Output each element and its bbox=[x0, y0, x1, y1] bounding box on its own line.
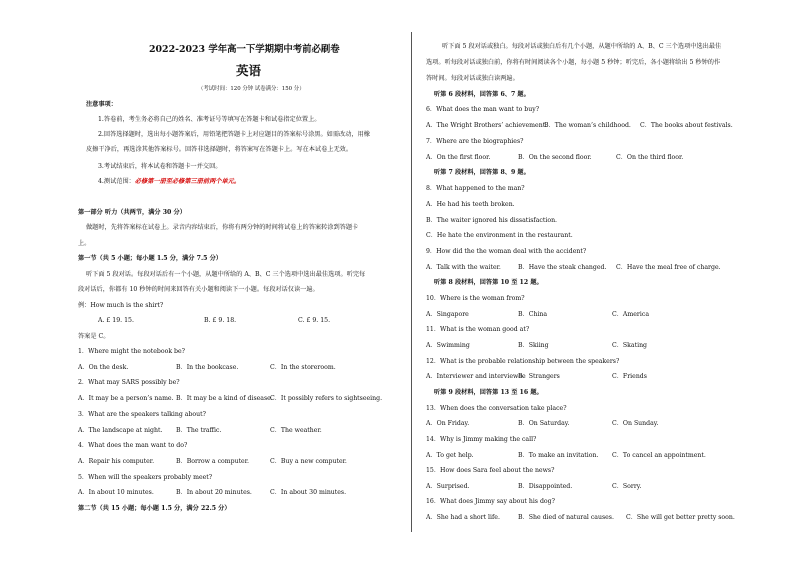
option-b: B．On Saturday. bbox=[518, 420, 570, 427]
option-a: A．It may be a person’s name. bbox=[78, 395, 174, 402]
question-15: 15．How does Sara feel about the news? bbox=[426, 467, 555, 474]
option-b: B．Borrow a computer. bbox=[176, 458, 249, 465]
note-item: 3.考试结束后，将本试卷和答题卡一并交回。 bbox=[98, 163, 222, 170]
option-b: B．China bbox=[518, 311, 548, 318]
example-option-b: B. £ 9. 18. bbox=[204, 317, 237, 324]
example-question: 例：How much is the shirt? bbox=[78, 302, 164, 309]
section1-heading: 第一节（共 5 小题；每小题 1.5 分，满分 7.5 分） bbox=[78, 255, 222, 262]
scope-label: 4.测试范围： bbox=[98, 178, 135, 185]
example-option-a: A. £ 19. 15. bbox=[98, 317, 134, 324]
question-11: 11．What is the woman good at? bbox=[426, 326, 530, 333]
question-2: 2．What may SARS possibly be? bbox=[78, 379, 180, 386]
part1-intro: 做题时，先将答案标在试卷上。录音内容结束后，你将有两分钟的时间将试卷上的答案转涂到答题卡 bbox=[86, 224, 359, 231]
section2-intro: 听下面 5 段对话或独白。每段对话或独白后有几个小题，从题中所给的 A、B、C 三个选项中选出最佳 bbox=[442, 43, 722, 50]
option-a: A．The Wright Brothers’ achievement. bbox=[426, 122, 548, 129]
question-1: 1．Where might the notebook be? bbox=[78, 348, 185, 355]
option-a: A．Repair his computer. bbox=[78, 458, 155, 465]
option-a: A．She had a short life. bbox=[426, 514, 500, 521]
option-b: B．The traffic. bbox=[176, 427, 222, 434]
material-heading: 听第 9 段材料，回答第 13 至 16 题。 bbox=[434, 389, 543, 396]
material-heading: 听第 7 段材料，回答第 8、9 题。 bbox=[434, 169, 530, 176]
option-a: A．Singapore bbox=[426, 311, 469, 318]
option-b: B．In the bookcase. bbox=[176, 364, 239, 371]
question-14: 14．Why is Jimmy making the call? bbox=[426, 436, 537, 443]
option-b: B．Strangers bbox=[518, 373, 560, 380]
section1-intro: 听下面 5 段对话。每段对话后有一个小题，从题中所给的 A、B、C 三个选项中选出最佳选项。听完每 bbox=[86, 271, 366, 278]
note-item: 皮擦干净后，再选涂其他答案标号。回答非选择题时，将答案写在答题卡上。写在本试卷上无效。 bbox=[86, 146, 353, 153]
option-b: B．On the second floor. bbox=[518, 154, 592, 161]
subject-title: 英语 bbox=[236, 63, 262, 78]
option-b: B．Have the steak changed. bbox=[518, 264, 607, 271]
exam-title: 2022-2023 学年高一下学期期中考前必刷卷 bbox=[149, 44, 340, 55]
option-c: C．She will get better pretty soon. bbox=[626, 514, 735, 521]
option-b: B．Disappointed. bbox=[518, 483, 573, 490]
option-a: A．On Friday. bbox=[426, 420, 470, 427]
option-a: A．To get help. bbox=[426, 452, 474, 459]
notes-heading: 注意事项： bbox=[86, 101, 117, 108]
example-answer: 答案是 C。 bbox=[78, 333, 110, 340]
part1-intro: 上。 bbox=[78, 240, 91, 247]
option-c: C．The weather. bbox=[270, 427, 322, 434]
question-12: 12．What is the probable relationship between the speakers? bbox=[426, 358, 620, 365]
question-10: 10．Where is the woman from? bbox=[426, 295, 525, 302]
option-c: C．He hate the environment in the restaurant. bbox=[426, 232, 573, 239]
material-heading: 听第 8 段材料，回答第 10 至 12 题。 bbox=[434, 279, 543, 286]
section2-intro: 答时间。每段对话或独白读两遍。 bbox=[426, 75, 519, 82]
option-c: C．On Sunday. bbox=[612, 420, 659, 427]
option-c: C．It possibly refers to sightseeing. bbox=[270, 395, 383, 402]
option-a: A．Swimming bbox=[426, 342, 470, 349]
option-b: B．Skiing bbox=[518, 342, 549, 349]
question-16: 16．What does Jimmy say about his dog? bbox=[426, 498, 555, 505]
option-a: A．Surprised. bbox=[426, 483, 470, 490]
question-8: 8．What happened to the man? bbox=[426, 185, 525, 192]
option-c: C．Have the meal free of charge. bbox=[616, 264, 721, 271]
option-c: C．Skating bbox=[612, 342, 648, 349]
column-divider bbox=[411, 32, 412, 532]
option-c: C．In the storeroom. bbox=[270, 364, 336, 371]
question-13: 13．When does the conversation take place? bbox=[426, 405, 567, 412]
question-5: 5．When will the speakers probably meet? bbox=[78, 474, 213, 481]
option-b: B．To make an invitation. bbox=[518, 452, 599, 459]
option-c: C．America bbox=[612, 311, 650, 318]
question-4: 4．What does the man want to do? bbox=[78, 442, 188, 449]
option-c: C．Friends bbox=[612, 373, 647, 380]
option-a: A．Interviewer and interviewee bbox=[426, 373, 526, 380]
option-c: C．Buy a new computer. bbox=[270, 458, 347, 465]
example-option-c: C. £ 9. 15. bbox=[298, 317, 331, 324]
option-b: B．The woman’s childhood. bbox=[544, 122, 631, 129]
option-a: A．He had his teeth broken. bbox=[426, 201, 515, 208]
option-c: C．To cancel an appointment. bbox=[612, 452, 706, 459]
option-c: C．Sorry. bbox=[612, 483, 642, 490]
option-b: B．The waiter ignored his dissatisfaction. bbox=[426, 217, 558, 224]
option-a: A．The landscape at night. bbox=[78, 427, 163, 434]
option-b: B．It may be a kind of disease. bbox=[176, 395, 273, 402]
exam-meta: （考试时间：120 分钟 试卷满分：150 分） bbox=[198, 86, 305, 92]
option-c: C．The books about festivals. bbox=[640, 122, 733, 129]
section1-intro: 段对话后，你都有 10 秒钟的时间来回答有关小题和阅读下一小题。每段对话仅读一遍。 bbox=[78, 286, 319, 293]
option-a: A．In about 10 minutes. bbox=[78, 489, 154, 496]
option-a: A．On the first floor. bbox=[426, 154, 491, 161]
note-item-scope bbox=[98, 178, 240, 186]
option-b: B．She died of natural causes. bbox=[518, 514, 614, 521]
section2-intro: 选项。听每段对话或独白前，你将有时间阅读各个小题，每小题 5 秒钟；听完后，各小题将给出 5 秒钟的作 bbox=[426, 59, 721, 66]
option-c: C．On the third floor. bbox=[616, 154, 684, 161]
question-3: 3．What are the speakers talking about? bbox=[78, 411, 206, 418]
question-7: 7．Where are the biographies? bbox=[426, 138, 524, 145]
material-heading: 听第 6 段材料，回答第 6、7 题。 bbox=[434, 91, 530, 98]
option-a: A．On the desk. bbox=[78, 364, 129, 371]
note-item: 1.答卷前，考生务必将自己的姓名、准考证号等填写在答题卡和试卷指定位置上。 bbox=[98, 116, 321, 123]
option-c: C．In about 30 minutes. bbox=[270, 489, 347, 496]
option-a: A．Talk with the waiter. bbox=[426, 264, 501, 271]
question-9: 9．How did the the woman deal with the accident? bbox=[426, 248, 587, 255]
question-6: 6．What does the man want to buy? bbox=[426, 106, 540, 113]
section2-heading: 第二节（共 15 小题；每小题 1.5 分，满分 22.5 分） bbox=[78, 505, 231, 512]
scope-value: 必修第一册至必修第三册前两个单元。 bbox=[134, 178, 241, 185]
note-item: 2.回答选择题时，选出每小题答案后，用铅笔把答题卡上对应题目的答案标号涂黑。如需改动，用橡 bbox=[98, 131, 370, 138]
part1-heading: 第一部分 听力（共两节，满分 30 分） bbox=[78, 209, 186, 216]
option-b: B．In about 20 minutes. bbox=[176, 489, 252, 496]
